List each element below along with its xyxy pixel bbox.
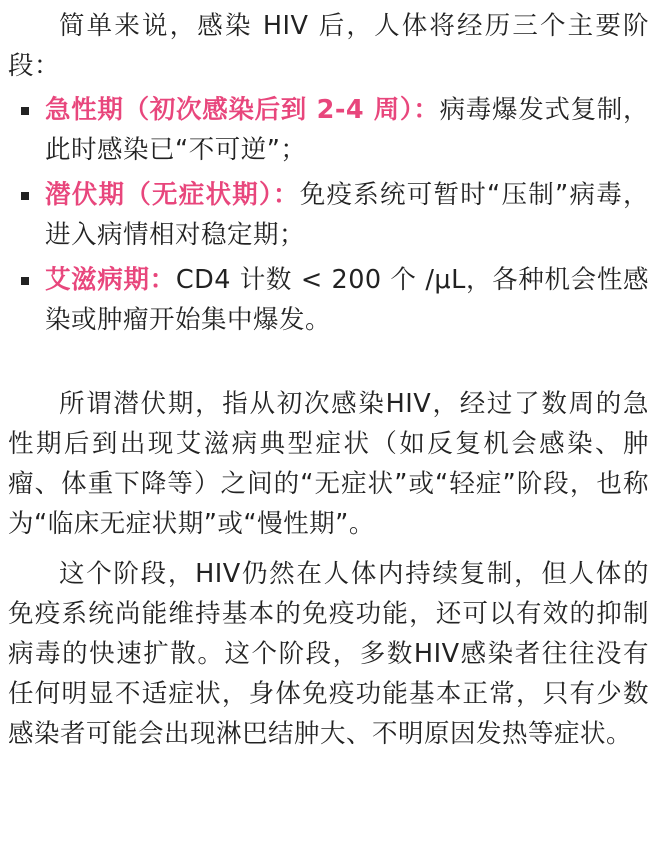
stage-term: 艾滋病期： (45, 265, 176, 295)
stage-item-aids (8, 260, 649, 340)
square-bullet-icon (21, 107, 29, 115)
square-bullet-icon (21, 192, 29, 200)
latent-definition-paragraph: 所谓潜伏期，指从初次感染HIV，经过了数周的急性期后到出现艾滋病典型症状（如反复机会感染、肿瘤、体重下降等）之间的“无症状”或“轻症”阶段，也称为“临床无症状期”或“慢性期”。 (8, 389, 649, 539)
stage-item-latent (8, 175, 649, 255)
stage-item-acute (8, 90, 649, 170)
stage-description: 病毒爆发式复制，此时感染已“不可逆”； (45, 95, 649, 165)
stage-term: 潜伏期（无症状期）： (45, 180, 300, 210)
intro-paragraph: 简单来说，感染 HIV 后，人体将经历三个主要阶段： (8, 11, 649, 81)
stage-description: CD4 计数 < 200 个 /μL，各种机会性感染或肿瘤开始集中爆发。 (45, 265, 649, 335)
square-bullet-icon (21, 277, 29, 285)
stage-description: 免疫系统可暂时“压制”病毒，进入病情相对稳定期； (45, 180, 649, 250)
stage-list (8, 90, 649, 340)
latent-stage-detail-paragraph: 这个阶段，HIV仍然在人体内持续复制，但人体的免疫系统尚能维持基本的免疫功能，还可以有效的抑制病毒的快速扩散。这个阶段，多数HIV感染者往往没有任何明显不适症状，身体免疫功能基本正常，只有少数感染者可能会出现淋巴结肿大、不明原因发热等症状。 (8, 559, 649, 749)
stage-term: 急性期（初次感染后到 2-4 周）： (45, 95, 440, 125)
